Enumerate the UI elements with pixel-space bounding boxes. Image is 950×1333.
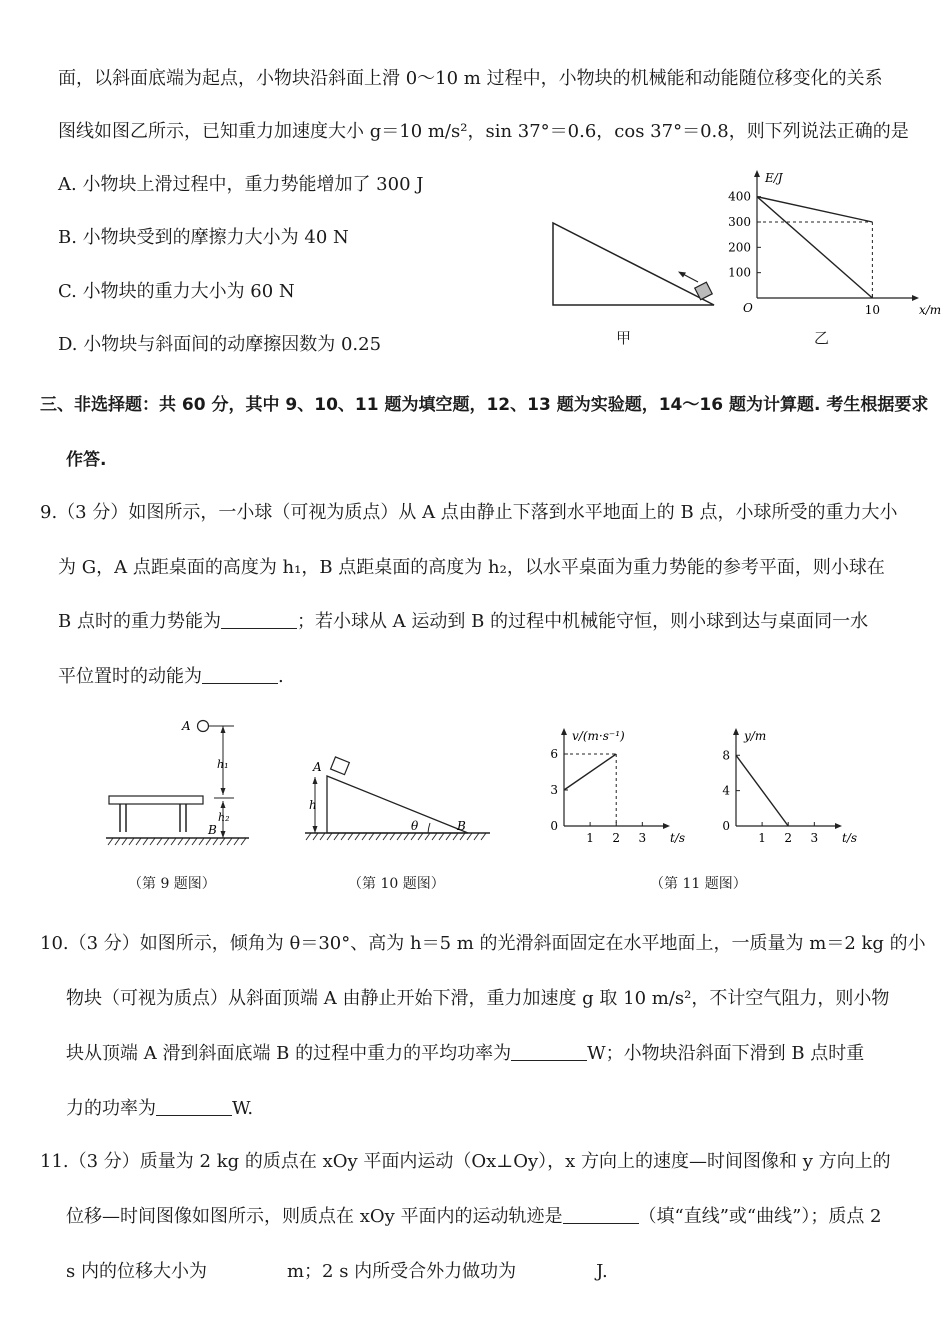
q11-line-3a: s 内的位移大小为 bbox=[66, 1261, 207, 1282]
y-tick-label: 4 bbox=[722, 783, 730, 798]
x-tick-label: 2 bbox=[612, 831, 621, 845]
q8-option-b: B. 小物块受到的摩擦力大小为 40 N bbox=[58, 227, 349, 248]
q11-line-3 bbox=[66, 1260, 608, 1284]
series-line-0 bbox=[736, 755, 788, 826]
fig9-label-h1: h₁ bbox=[217, 758, 229, 771]
x-tick-label: 1 bbox=[758, 831, 766, 845]
fig10-incline bbox=[327, 776, 468, 833]
figure-yi-chart bbox=[715, 170, 942, 320]
q11-line-3b: m；2 s 内所受合外力做功为 bbox=[286, 1261, 517, 1282]
q10-line-1: 10.（3 分）如图所示，倾角为 θ＝30°、高为 h＝5 m 的光滑斜面固定在水平地面上，一质量为 m＝2 kg 的小 bbox=[40, 933, 926, 954]
x-tick-label: 10 bbox=[864, 303, 881, 317]
y-tick-label: 300 bbox=[728, 215, 751, 229]
q9-line-3 bbox=[58, 610, 868, 634]
q10-line-4 bbox=[66, 1097, 253, 1121]
fig10-label-theta: θ bbox=[411, 819, 419, 833]
y-tick-label: 200 bbox=[728, 240, 751, 255]
series-line-0 bbox=[564, 754, 616, 790]
x-axis-label: t/s bbox=[670, 831, 686, 845]
y-axis-label: y/m bbox=[744, 729, 767, 743]
motion-arrow-head bbox=[678, 272, 686, 278]
y-axis-arrow bbox=[754, 170, 760, 177]
ball bbox=[198, 721, 209, 732]
y-tick-label: 8 bbox=[722, 748, 730, 763]
q11-line-2b: （填“直线”或“曲线”）；质点 2 bbox=[638, 1206, 882, 1227]
origin-label: O bbox=[743, 301, 753, 315]
x-axis-arrow bbox=[663, 823, 670, 829]
x-tick-label: 3 bbox=[810, 831, 819, 845]
y-tick-label: 0 bbox=[550, 819, 558, 833]
y-axis-arrow bbox=[561, 728, 567, 735]
q11-line-1: 11.（3 分）质量为 2 kg 的质点在 xOy 平面内运动（Ox⊥Oy），x 方向上的速度—时间图像和 y 方向上的 bbox=[40, 1151, 891, 1172]
y-tick-label: 400 bbox=[728, 189, 751, 204]
fig10-label-h: h bbox=[309, 798, 317, 812]
q10-line-4b: W. bbox=[232, 1098, 254, 1119]
q9-line-3a: B 点时的重力势能为 bbox=[58, 611, 221, 632]
fig9-caption: （第 9 题图） bbox=[128, 876, 216, 892]
fig10-label-b: B bbox=[457, 819, 466, 833]
q9-line-1: 9.（3 分）如图所示，一小球（可视为质点）从 A 点由静止下落到水平地面上的 B 点，小球所受的重力大小 bbox=[40, 502, 898, 523]
q10-line-3 bbox=[66, 1042, 864, 1066]
q8-option-a: A. 小物块上滑过程中，重力势能增加了 300 J bbox=[58, 174, 424, 195]
fig9-label-a: A bbox=[182, 719, 191, 733]
q10-line-4a: 力的功率为 bbox=[66, 1098, 156, 1119]
q10-line-3a: 块从顶端 A 滑到斜面底端 B 的过程中重力的平均功率为 bbox=[66, 1043, 512, 1064]
section3-heading-line-2: 作答. bbox=[66, 450, 107, 470]
x-axis-label: t/s bbox=[842, 831, 858, 845]
y-axis-label: v/(m·s⁻¹) bbox=[572, 729, 625, 743]
q8-option-c: C. 小物块的重力大小为 60 N bbox=[58, 281, 295, 302]
q10-line-3b: W；小物块沿斜面下滑到 B 点时重 bbox=[587, 1043, 865, 1064]
y-tick-label: 3 bbox=[550, 783, 558, 797]
q8-option-d: D. 小物块与斜面间的动摩擦因数为 0.25 bbox=[58, 334, 382, 355]
q11-line-3c: J. bbox=[596, 1261, 608, 1282]
fig10-block bbox=[331, 757, 350, 775]
y-axis-label: E/J bbox=[765, 171, 783, 185]
q10-answer-blank-2[interactable] bbox=[156, 1099, 232, 1116]
figure-10 bbox=[300, 755, 500, 850]
x-axis-arrow bbox=[835, 823, 842, 829]
fig9-ground-hatch bbox=[108, 838, 246, 845]
y-tick-label: 6 bbox=[550, 747, 558, 761]
section3-heading-line-1: 三、非选择题：共 60 分，其中 9、10、11 题为填空题，12、13 题为实验题，14～16 题为计算题. 考生根据要求 bbox=[40, 395, 929, 415]
x-tick-label: 1 bbox=[586, 831, 594, 845]
q9-answer-blank-2[interactable] bbox=[202, 667, 278, 684]
x-axis-arrow bbox=[912, 295, 919, 301]
q9-line-4a: 平位置时的动能为 bbox=[58, 666, 202, 687]
figure-9 bbox=[104, 712, 264, 852]
q11-line-2a: 位移—时间图像如图所示，则质点在 xOy 平面内的运动轨迹是 bbox=[66, 1206, 563, 1227]
series-line-0 bbox=[757, 197, 872, 222]
fig-yi-label: 乙 bbox=[814, 329, 830, 347]
q9-answer-blank-1[interactable] bbox=[221, 612, 297, 629]
y-tick-label: 0 bbox=[722, 819, 730, 833]
fig9-label-b: B bbox=[208, 823, 217, 837]
angle-arc bbox=[428, 823, 430, 833]
x-tick-label: 2 bbox=[784, 831, 793, 845]
incline-triangle bbox=[553, 223, 714, 305]
x-tick-label: 3 bbox=[638, 831, 647, 845]
q9-line-3b: ；若小球从 A 运动到 B 的过程中机械能守恒，则小球到达与桌面同一水 bbox=[296, 611, 869, 632]
q9-line-4 bbox=[58, 665, 284, 689]
q8-line-1: 面，以斜面底端为起点，小物块沿斜面上滑 0～10 m 过程中，小物块的机械能和动能随位移变化的关系 bbox=[58, 68, 883, 89]
fig11-caption: （第 11 题图） bbox=[650, 876, 747, 892]
table-top bbox=[109, 796, 203, 804]
q8-line-2: 图线如图乙所示，已知重力加速度大小 g＝10 m/s²，sin 37°＝0.6，cos 37°＝0.8，则下列说法正确的是 bbox=[58, 121, 909, 142]
series-line-1 bbox=[757, 197, 872, 298]
x-axis-label: x/m bbox=[919, 303, 942, 317]
q11-line-2 bbox=[66, 1205, 882, 1229]
q11-answer-blank-1[interactable] bbox=[563, 1207, 639, 1224]
y-axis-arrow bbox=[733, 728, 739, 735]
q9-line-2: 为 G，A 点距桌面的高度为 h₁，B 点距桌面的高度为 h₂，以水平桌面为重力势能的参考平面，则小球在 bbox=[58, 557, 885, 578]
fig10-ground-hatch bbox=[306, 833, 486, 840]
q10-line-2: 物块（可视为质点）从斜面顶端 A 由静止开始下滑，重力加速度 g 取 10 m/s²，不计空气阻力，则小物 bbox=[66, 988, 890, 1009]
q9-line-4b: . bbox=[278, 666, 284, 687]
y-tick-label: 100 bbox=[728, 265, 751, 280]
q10-answer-blank-1[interactable] bbox=[511, 1044, 587, 1061]
fig10-label-a: A bbox=[313, 760, 322, 774]
fig9-label-h2: h₂ bbox=[218, 811, 230, 824]
fig10-caption: （第 10 题图） bbox=[348, 876, 445, 892]
figure-11-velocity-chart bbox=[540, 712, 686, 852]
fig-jia-label: 甲 bbox=[616, 329, 632, 347]
figure-11-displacement-chart bbox=[712, 712, 858, 852]
figure-jia-incline bbox=[548, 215, 723, 310]
